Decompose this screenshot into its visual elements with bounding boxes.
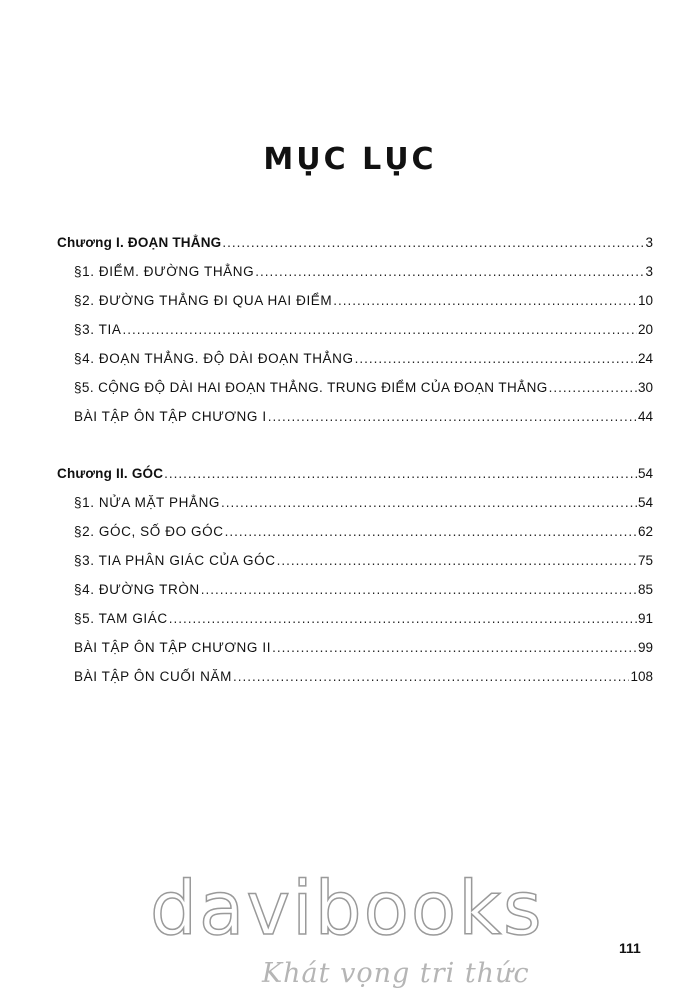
toc-page-number: 62 bbox=[637, 524, 653, 539]
toc-page-number: 20 bbox=[637, 322, 653, 337]
toc-page-number: 44 bbox=[637, 409, 653, 424]
toc-page-number: 30 bbox=[637, 380, 653, 395]
toc-page-number: 85 bbox=[637, 582, 653, 597]
dot-leader bbox=[277, 552, 637, 570]
toc-chapter-1[interactable] bbox=[57, 234, 653, 252]
dot-leader bbox=[164, 465, 637, 483]
toc-entry-label: §4. ĐOẠN THẲNG. ĐỘ DÀI ĐOẠN THẲNG bbox=[74, 351, 354, 366]
toc-entry[interactable] bbox=[74, 379, 653, 397]
toc-entry[interactable] bbox=[74, 321, 653, 339]
watermark-slogan: Khát vọng tri thức bbox=[262, 958, 530, 989]
dot-leader bbox=[355, 350, 637, 368]
toc-entry[interactable] bbox=[74, 408, 653, 426]
dot-leader bbox=[225, 523, 637, 541]
toc-entry[interactable] bbox=[74, 263, 653, 281]
toc-entry[interactable] bbox=[74, 639, 653, 657]
dot-leader bbox=[122, 321, 636, 339]
dot-leader bbox=[255, 263, 644, 281]
dot-leader bbox=[549, 379, 637, 397]
toc-entry[interactable] bbox=[74, 668, 653, 686]
toc-page-number: 24 bbox=[637, 351, 653, 366]
toc-page-number: 3 bbox=[645, 264, 653, 279]
toc-entry[interactable] bbox=[74, 350, 653, 368]
toc-entry-label: BÀI TẬP ÔN CUỐI NĂM bbox=[74, 669, 232, 684]
toc-page-number: 99 bbox=[637, 640, 653, 655]
toc-entry-label: §5. CỘNG ĐỘ DÀI HAI ĐOẠN THẲNG. TRUNG ĐIỂM CỦA ĐOẠN THẲNG bbox=[74, 380, 548, 395]
toc-entry-label: BÀI TẬP ÔN TẬP CHƯƠNG I bbox=[74, 409, 267, 424]
toc-entry-label: §2. ĐƯỜNG THẲNG ĐI QUA HAI ĐIỂM bbox=[74, 293, 333, 308]
page-number: 111 bbox=[619, 940, 641, 956]
toc-entry[interactable] bbox=[74, 523, 653, 541]
toc-entry[interactable] bbox=[74, 581, 653, 599]
page-title: MỤC LỤC bbox=[263, 142, 437, 177]
dot-leader bbox=[272, 639, 637, 657]
toc-entry-label: BÀI TẬP ÔN TẬP CHƯƠNG II bbox=[74, 640, 272, 655]
toc-page-number: 91 bbox=[637, 611, 653, 626]
dot-leader bbox=[333, 292, 637, 310]
toc-entry[interactable] bbox=[74, 494, 653, 512]
toc-chapter-label: Chương II. GÓC bbox=[57, 466, 164, 481]
toc-chapter-label: Chương I. ĐOẠN THẲNG bbox=[57, 235, 222, 250]
dot-leader bbox=[169, 610, 637, 628]
toc-page-number: 10 bbox=[637, 293, 653, 308]
toc-page-number: 54 bbox=[637, 495, 653, 510]
dot-leader bbox=[222, 234, 644, 252]
toc-entry-label: §3. TIA bbox=[74, 322, 122, 337]
dot-leader bbox=[233, 668, 630, 686]
toc-entry-label: §5. TAM GIÁC bbox=[74, 611, 168, 626]
watermark-logo: davibooks bbox=[150, 866, 544, 952]
toc-chapter-2[interactable] bbox=[57, 465, 653, 483]
dot-leader bbox=[221, 494, 637, 512]
toc-entry-label: §2. GÓC, SỐ ĐO GÓC bbox=[74, 524, 224, 539]
toc-entry-label: §4. ĐƯỜNG TRÒN bbox=[74, 582, 200, 597]
toc-entry[interactable] bbox=[74, 610, 653, 628]
toc-entry-label: §3. TIA PHÂN GIÁC CỦA GÓC bbox=[74, 553, 276, 568]
toc-entry[interactable] bbox=[74, 552, 653, 570]
dot-leader bbox=[201, 581, 637, 599]
toc-entry-label: §1. ĐIỂM. ĐƯỜNG THẲNG bbox=[74, 264, 255, 279]
toc-entry[interactable] bbox=[74, 292, 653, 310]
toc-page-number: 108 bbox=[630, 669, 653, 684]
toc-page-number: 75 bbox=[637, 553, 653, 568]
toc-page-number: 3 bbox=[645, 235, 653, 250]
dot-leader bbox=[268, 408, 637, 426]
toc-page-number: 54 bbox=[637, 466, 653, 481]
toc-entry-label: §1. NỬA MẶT PHẲNG bbox=[74, 495, 221, 510]
